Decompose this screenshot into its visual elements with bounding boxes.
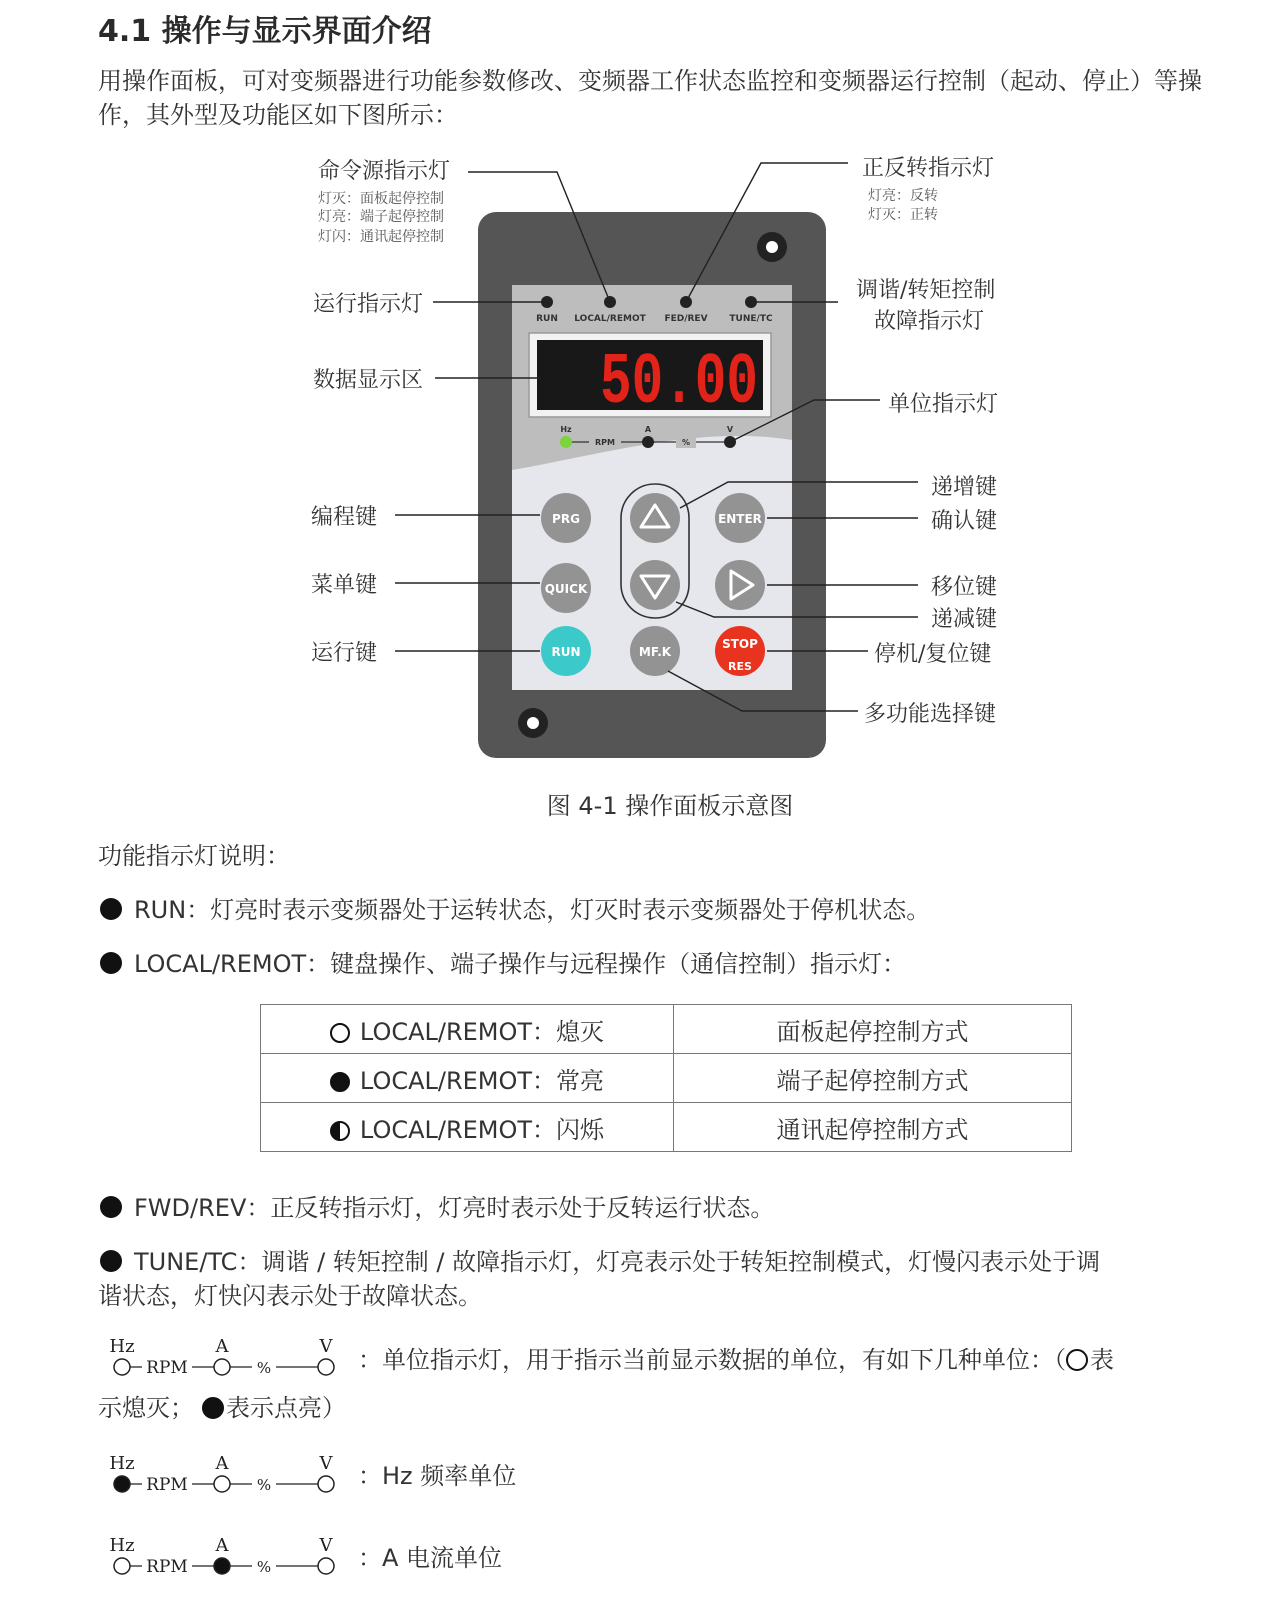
led-local-label: LOCAL/REMOT	[574, 314, 646, 324]
unit-desc-line-1: ：单位指示灯，用于指示当前显示数据的单位，有如下几种单位：（ 表	[358, 1346, 1114, 1374]
bullet-tune: TUNE/TC：调谐 / 转矩控制 / 故障指示灯，灯亮表示处于转矩控制模式，灯慢闪表示处于调	[100, 1242, 1100, 1277]
svg-text:RES: RES	[728, 660, 752, 673]
svg-text:A: A	[644, 425, 652, 434]
svg-text:V: V	[319, 1453, 333, 1474]
bullet-dot-icon	[100, 952, 122, 974]
unit-a-desc: ：A 电流单位	[358, 1544, 503, 1572]
svg-text:QUICK: QUICK	[544, 582, 588, 596]
bullet-run: RUN：灯亮时表示变频器处于运转状态，灯灭时表示变频器处于停机状态。	[100, 890, 930, 925]
label-menu-key: 菜单键	[311, 573, 378, 598]
led-run-label: RUN	[536, 314, 558, 324]
operation-panel-figure	[0, 140, 1280, 780]
unit-desc-line-2: 示熄灭； 表示点亮）	[98, 1394, 346, 1422]
svg-text:%: %	[256, 1558, 272, 1576]
label-confirm: 确认键	[931, 509, 998, 534]
section-title: 功能指示灯说明：	[98, 842, 290, 870]
down-key	[630, 560, 680, 610]
bullet-dot-icon	[100, 898, 122, 920]
svg-text:%: %	[681, 438, 691, 447]
label-run-key: 运行键	[311, 641, 378, 666]
intro-paragraph: 用操作面板，可对变频器进行功能参数修改、变频器工作状态监控和变频器运行控制（起动、停止）等操作，其外型及功能区如下图所示：	[98, 67, 1202, 129]
unit-legend-hz	[108, 1449, 348, 1501]
unit-led-hz	[560, 436, 572, 448]
empty-circle-icon	[1066, 1349, 1088, 1371]
unit-led-a	[642, 436, 654, 448]
svg-text:Hz: Hz	[109, 1535, 135, 1556]
screw-hole-bottom	[527, 717, 539, 729]
svg-text:ENTER: ENTER	[718, 512, 762, 526]
filled-circle-icon	[330, 1072, 350, 1092]
label-fwd-rev-on: 灯亮：反转	[868, 188, 938, 204]
label-fwd-rev-off: 灯灭：正转	[868, 207, 938, 223]
label-stop-reset: 停机/复位键	[874, 642, 992, 667]
svg-text:MF.K: MF.K	[638, 645, 672, 659]
svg-text:RPM: RPM	[595, 438, 615, 447]
svg-text:RPM: RPM	[146, 1475, 188, 1495]
label-decrement: 递减键	[931, 607, 998, 632]
page-title: 4.1 操作与显示界面介绍	[98, 14, 432, 49]
led-tune-label: TUNE/TC	[729, 314, 773, 324]
label-shift-key: 移位键	[931, 575, 998, 600]
svg-text:A: A	[215, 1453, 229, 1474]
label-cmd-source: 命令源指示灯	[318, 159, 451, 184]
svg-text:RUN: RUN	[551, 645, 581, 659]
label-prg-key: 编程键	[311, 505, 378, 530]
svg-text:%: %	[256, 1476, 272, 1494]
svg-text:A: A	[215, 1535, 229, 1556]
label-cmd-source-off: 灯灭：面板起停控制	[318, 191, 444, 207]
bullet-local: LOCAL/REMOT：键盘操作、端子操作与远程操作（通信控制）指示灯：	[100, 944, 906, 979]
svg-text:Hz: Hz	[560, 425, 572, 434]
half-circle-icon	[330, 1121, 350, 1141]
bullet-dot-icon	[100, 1250, 122, 1272]
label-unit-led: 单位指示灯	[888, 392, 999, 417]
svg-text:%: %	[256, 1359, 272, 1377]
svg-text:A: A	[215, 1336, 229, 1357]
led-fed-label: FED/REV	[664, 314, 708, 324]
svg-text:V: V	[319, 1336, 333, 1357]
bullet-fwd-rev: FWD/REV：正反转指示灯，灯亮时表示处于反转运行状态。	[100, 1188, 774, 1223]
label-run-led: 运行指示灯	[313, 292, 424, 317]
table-row: LOCAL/REMOT：熄灭 面板起停控制方式	[261, 1005, 1072, 1054]
label-fwd-rev: 正反转指示灯	[862, 156, 995, 181]
table-row: LOCAL/REMOT：闪烁 通讯起停控制方式	[261, 1103, 1072, 1152]
svg-text:Hz: Hz	[109, 1453, 135, 1474]
shift-key	[715, 560, 765, 610]
empty-circle-icon	[330, 1023, 350, 1043]
bullet-tune-cont: 谐状态，灯快闪表示处于故障状态。	[98, 1282, 482, 1310]
unit-hz-desc: ：Hz 频率单位	[358, 1462, 517, 1490]
svg-text:RPM: RPM	[146, 1358, 188, 1378]
svg-text:STOP: STOP	[722, 637, 758, 651]
up-key	[630, 493, 680, 543]
screw-hole-top	[766, 241, 778, 253]
svg-text:V: V	[319, 1535, 333, 1556]
label-cmd-source-on: 灯亮：端子起停控制	[318, 209, 444, 225]
filled-circle-icon	[202, 1397, 224, 1419]
svg-text:RPM: RPM	[146, 1557, 188, 1577]
local-remot-table	[260, 1004, 1072, 1152]
figure-caption: 图 4-1 操作面板示意图	[546, 792, 794, 820]
display-value: 50.00	[600, 342, 758, 424]
label-cmd-source-flash: 灯闪：通讯起停控制	[318, 229, 444, 245]
label-display-area: 数据显示区	[313, 368, 424, 393]
unit-legend-a	[108, 1531, 348, 1583]
label-increment: 递增键	[931, 475, 998, 500]
label-tune-2: 故障指示灯	[874, 309, 985, 334]
table-row: LOCAL/REMOT：常亮 端子起停控制方式	[261, 1054, 1072, 1103]
svg-text:V: V	[726, 425, 734, 434]
label-tune-1: 调谐/转矩控制	[856, 278, 996, 303]
svg-text:PRG: PRG	[552, 512, 580, 526]
label-multi-func: 多功能选择键	[864, 702, 997, 727]
unit-legend-all-off	[108, 1332, 348, 1384]
svg-text:Hz: Hz	[109, 1336, 135, 1357]
bullet-dot-icon	[100, 1196, 122, 1218]
